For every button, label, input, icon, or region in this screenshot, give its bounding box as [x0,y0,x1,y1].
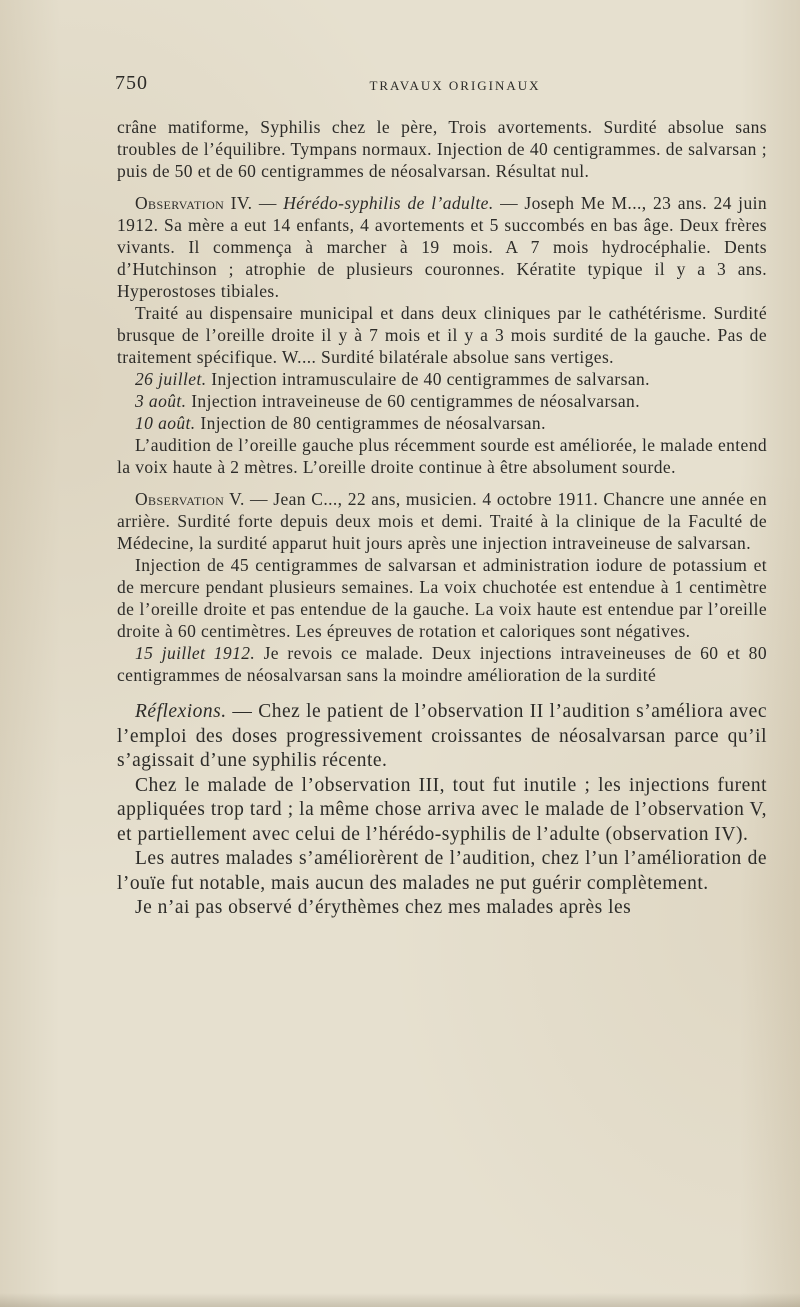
entry-3-text: Injection de 80 centigrammes de néosalvarsan. [195,413,546,433]
observation-4-label: Observation IV. [135,193,253,213]
entry-3-date: 10 août. [135,413,196,433]
entry-2-date: 3 août. [135,391,187,411]
injection-paragraph: Injection de 45 centigrammes de salvarsan et administration iodure de potassium et de mercure pendant plusieurs semaines. La voix chuchotée est entendue à 1 centimètre de l’oreille droite et pas entendue de la gauche. La voix haute est entendue par l’oreille droite à 60 centimètres. Les épreuves de rotation et caloriques sont négatives. [117,555,767,641]
reflexions-paragraph [117,700,767,774]
entry-1-text: Injection intramusculaire de 40 centigrammes de salvarsan. [206,369,650,389]
entry-1-date: 26 juillet. [135,369,207,389]
observation-4-text: — Joseph Me M..., 23 ans. 24 juin 1912. Sa mère a eut 14 enfants, 4 avortements et 5 succombés en bas âge. Deux frères vivants. Il commença à marcher à 19 mois. A 7 mois hydrocéphalie. Dents d’Hutchinson ; atrophie de plusieurs couronnes. Kératite typique il y a 3 ans. Hyperostoses tibiales. [117,193,768,301]
reflexions-label: Réflexions. [135,701,227,722]
paragraph-continuation: crâne matiforme, Syphilis chez le père, Trois avortements. Surdité absolue sans troubles de l’équilibre. Tympans normaux. Injection de 40 centigrammes. de salvarsan ; puis de 50 et de 60 centigrammes de néosalvarsan. Résultat nul. [117,117,767,181]
reflexions-text: — Chez le patient de l’observation II l’audition s’améliora avec l’emploi des doses progressivement croissantes de néosalvarsan parce qu’il s’agissait d’une syphilis récente. [117,701,767,771]
observation-5-text: — Jean C..., 22 ans, musicien. 4 octobre 1911. Chancre une année en arrière. Surdité forte depuis deux mois et demi. Traité à la clinique de la Faculté de Médecine, la surdité apparut huit jours après une injection intraveineuse de salvarsan. [117,489,767,553]
dated-entry-4 [117,642,767,686]
running-header [115,72,775,102]
page-edge-shadow [0,1293,800,1307]
treatment-paragraph: Traité au dispensaire municipal et dans deux cliniques par le cathétérisme. Surdité brusque de l’oreille droite il y à 7 mois et il y a 3 mois surdité de la gauche. Pas de traitement spécifique. W.... Surdité bilatérale absolue sans vertiges. [117,303,767,367]
entry-4-date: 15 juillet 1912. [135,643,256,663]
observation-4-paragraph [117,192,767,302]
body-text [117,116,767,921]
dated-entry-1 [117,368,767,390]
dated-entry-3 [117,412,767,434]
reflexions-paragraph-2: Chez le malade de l’observation III, tout fut inutile ; les injections furent appliquées trop tard ; la même chose arriva avec le malade de l’observation V, et partiellement avec celui de l’hérédo-syphilis de l’adulte (observation IV). [117,774,767,845]
reflexions-paragraph-3: Les autres malades s’améliorèrent de l’audition, chez l’un l’amélioration de l’ouïe fut notable, mais aucun des malades ne put guérir complètement. [117,848,767,894]
reflexions-section [117,700,767,921]
audition-result-paragraph: L’audition de l’oreille gauche plus récemment sourde est améliorée, le malade entend la voix haute à 2 mètres. L’oreille droite continue à être absolument sourde. [117,435,767,477]
page-number: 750 [115,72,148,94]
dated-entry-2 [117,390,767,412]
entry-4-text: Je revois ce malade. Deux injections intraveineuses de 60 et 80 centigrammes de néosalvarsan sans la moindre amélioration de la surdité [117,643,767,685]
observation-4-dash: — [252,193,284,213]
observation-5-paragraph [117,488,767,554]
entry-2-text: Injection intraveineuse de 60 centigrammes de néosalvarsan. [186,391,640,411]
observation-5-label: Observation V. [135,489,245,509]
observation-4-title: Hérédo-syphilis de l’adulte. [283,193,494,213]
reflexions-paragraph-4: Je n’ai pas observé d’érythèmes chez mes malades après les [135,897,632,918]
running-title: TRAVAUX ORIGINAUX [369,78,541,93]
